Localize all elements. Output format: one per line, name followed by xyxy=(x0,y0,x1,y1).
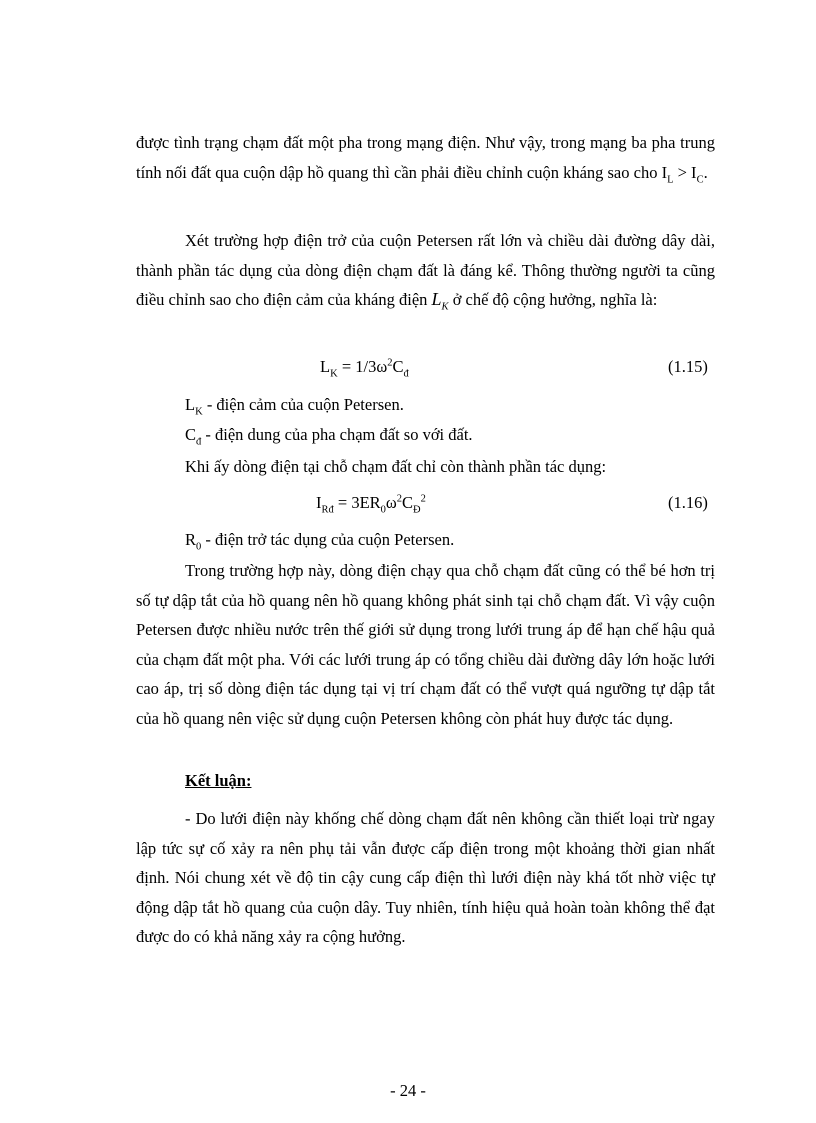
definition-cd: $C_đ$ - điện dung của pha chạm đất so với đất. xyxy=(185,425,473,448)
page-number: - 24 - xyxy=(390,1081,426,1100)
equation-number-1-16: (1.16) xyxy=(668,493,708,512)
section-heading-ket-luan: Kết luận: xyxy=(185,771,252,790)
paragraph-3: Trong trường hợp này, dòng điện chạy qua chỗ chạm đất cũng có thể bé hơn trị số tự dập tắt của hồ quang nên hồ quang không phát sinh tại chỗ chạm đất. Vì vậy cuộn Petersen được nhiều nước trên thế giới sử dụng trong lưới trung áp để hạn chế hậu quả của chạm đất một pha. Với các lưới trung áp có tổng chiều dài đường dây lớn hoặc lưới cao áp, trị số dòng điện tác dụng tại vị trí chạm đất có thể vượt quá ngưỡng tự dập tắt của hồ quang nên việc sử dụng cuộn Petersen không còn phát huy được tác dụng. xyxy=(136,561,715,728)
definition-r0: $R_0$ - điện trở tác dụng của cuộn Petersen. xyxy=(185,530,455,553)
equation-1-16: $I_{Rđ} = 3ER_0\omega^2C_Đ^2$ xyxy=(316,493,426,516)
paragraph-1: được tình trạng chạm đất một pha trong mạng điện. Như vậy, trong mạng ba pha trung tính nối đất qua cuộn dập hồ quang thì cần phải điều chỉnh cuộn kháng sao cho $I_L > I_C$. xyxy=(136,133,715,185)
paragraph-2: Xét trường hợp điện trở của cuộn Petersen rất lớn và chiều dài đường dây dài, thành phần tác dụng của dòng điện chạm đất là đáng kể. Thông thường người ta cũng điều chỉnh sao cho điện cảm của kháng điện $L_K$ ở chế độ cộng hưởng, nghĩa là: xyxy=(136,231,715,313)
paragraph-4: - Do lưới điện này khống chế dòng chạm đất nên không cần thiết loại trừ ngay lập tức sự cố xảy ra nên phụ tải vẫn được cấp điện trong một khoảng thời gian nhất định. Nói chung xét về độ tin cậy cung cấp điện thì lưới điện này khá tốt nhờ việc tự động dập tắt hồ quang của cuộn dây. Tuy nhiên, tính hiệu quả hoàn toàn không thể đạt được do có khả năng xảy ra cộng hưởng. xyxy=(136,809,715,947)
line-khi-ay: Khi ấy dòng điện tại chỗ chạm đất chỉ còn thành phần tác dụng: xyxy=(185,457,607,476)
equation-1-15: $L_K = 1/3\omega^2C_đ$ xyxy=(320,357,409,380)
equation-number-1-15: (1.15) xyxy=(668,357,708,376)
definition-lk: $L_K$ - điện cảm của cuộn Petersen. xyxy=(185,395,404,418)
